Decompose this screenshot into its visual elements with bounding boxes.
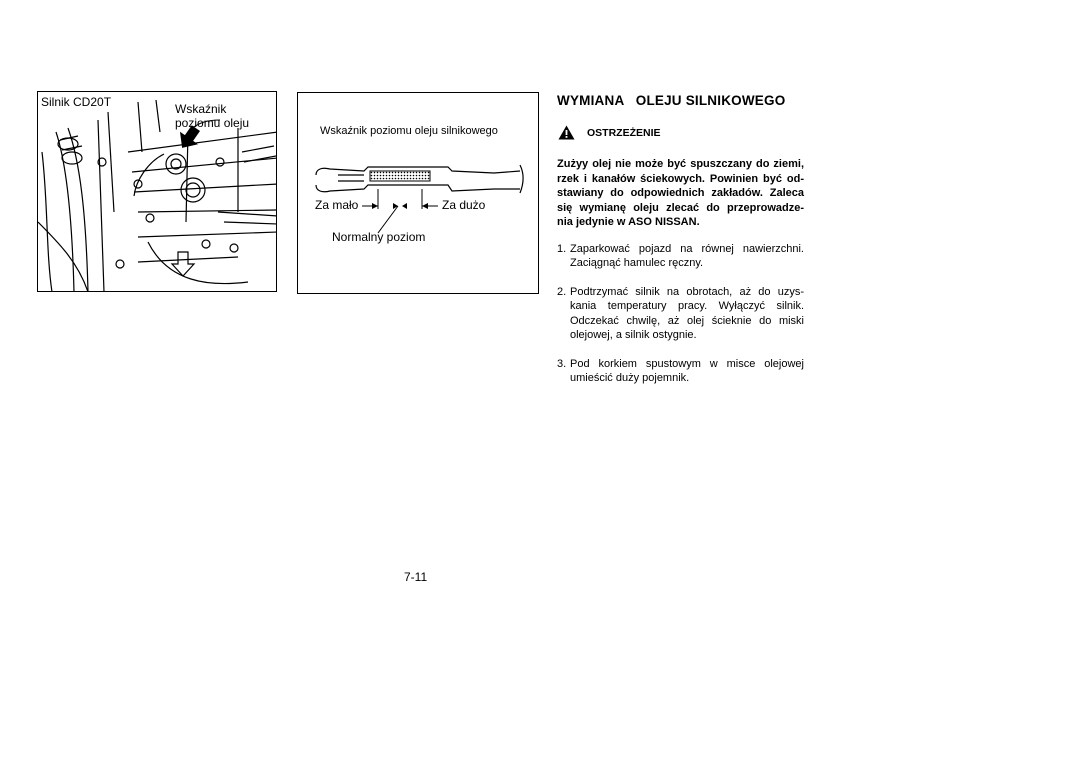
warning-text bbox=[557, 157, 804, 230]
warning-header bbox=[557, 125, 804, 141]
step-number: 1. bbox=[557, 242, 567, 255]
step-item bbox=[557, 242, 804, 271]
section-title: WYMIANA OLEJU SILNIKOWEGO bbox=[557, 93, 786, 108]
low-level-label: Za mało bbox=[315, 198, 359, 212]
high-level-label: Za dużo bbox=[442, 198, 486, 212]
step-number: 2. bbox=[557, 285, 567, 298]
dipstick-figure bbox=[297, 92, 539, 294]
warning-line: się wymianę oleju zlecać do przeprowadze- bbox=[557, 201, 804, 214]
step-line: Zaparkować pojazd na równej nawierzchni. bbox=[570, 242, 804, 255]
dipstick-drawing bbox=[298, 93, 540, 295]
warning-label: OSTRZEŻENIE bbox=[587, 127, 661, 139]
engine-model-label: Silnik CD20T bbox=[41, 95, 114, 109]
oil-indicator-callout: Wskaźnik poziomu oleju bbox=[175, 102, 250, 130]
warning-line: stawiany do odpowiednich zakładów. Zaleca bbox=[557, 187, 804, 199]
step-line: kania temperatury pracy. Wyłączyć silnik. bbox=[570, 300, 804, 312]
step-line: olejowej, a silnik ostygnie. bbox=[570, 329, 697, 341]
step-line: umieścić duży pojemnik. bbox=[570, 372, 690, 384]
warning-line: nia jedynie w ASO NISSAN. bbox=[557, 216, 700, 228]
step-line: Podtrzymać silnik na obrotach, aż do uzys- bbox=[570, 285, 804, 298]
dipstick-title: Wskaźnik poziomu oleju silnikowego bbox=[320, 125, 498, 137]
step-number: 3. bbox=[557, 357, 567, 370]
warning-line: Zużyy olej nie może być spuszczany do ziemi, bbox=[557, 158, 804, 170]
step-item bbox=[557, 285, 804, 343]
warning-triangle-icon bbox=[558, 125, 575, 140]
step-item bbox=[557, 357, 804, 386]
steps-list bbox=[557, 242, 804, 386]
engine-figure bbox=[37, 91, 277, 292]
dipstick-normal-range bbox=[370, 171, 430, 181]
instructions-column bbox=[557, 93, 804, 400]
step-line: Odczekać chwilę, aż olej ścieknie do miski bbox=[570, 314, 804, 327]
step-line: Pod korkiem spustowym w misce olejowej bbox=[570, 357, 804, 370]
normal-level-label: Normalny poziom bbox=[332, 230, 426, 244]
step-line: Zaciągnąć hamulec ręczny. bbox=[570, 257, 704, 269]
warning-line: rzek i kanałów ściekowych. Powinien być od- bbox=[557, 172, 804, 185]
page-number: 7-11 bbox=[404, 570, 428, 584]
